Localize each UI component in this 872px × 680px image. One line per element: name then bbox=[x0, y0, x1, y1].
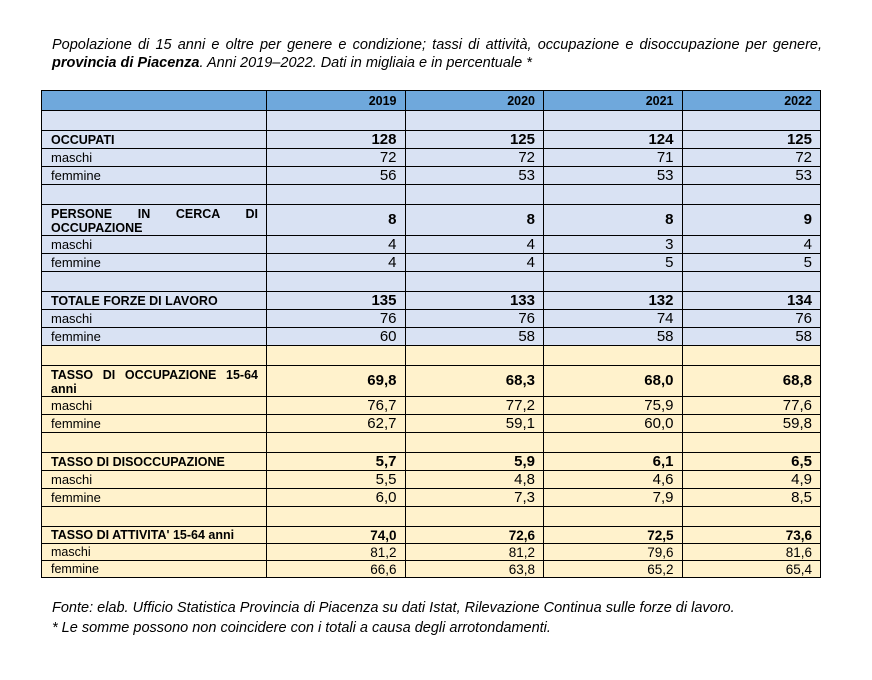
value-cell: 74,0 bbox=[267, 527, 406, 544]
sub-row-femmine bbox=[42, 254, 821, 272]
value-cell: 4,8 bbox=[405, 471, 544, 489]
spacer-cell bbox=[544, 507, 683, 527]
row-label: femmine bbox=[42, 489, 267, 507]
sub-row-femmine bbox=[42, 328, 821, 346]
spacer-row bbox=[42, 272, 821, 292]
spacer-cell bbox=[682, 433, 821, 453]
value-cell: 68,8 bbox=[682, 366, 821, 397]
section-total-row bbox=[42, 366, 821, 397]
row-label: maschi bbox=[42, 236, 267, 254]
value-cell: 66,6 bbox=[267, 561, 406, 578]
header-empty-cell bbox=[42, 91, 267, 111]
sub-row-femmine bbox=[42, 561, 821, 578]
value-cell: 133 bbox=[405, 292, 544, 310]
value-cell: 76,7 bbox=[267, 397, 406, 415]
spacer-cell bbox=[405, 346, 544, 366]
value-cell: 3 bbox=[544, 236, 683, 254]
value-cell: 8 bbox=[405, 205, 544, 236]
row-label: femmine bbox=[42, 415, 267, 433]
spacer-cell bbox=[42, 346, 267, 366]
year-header-2020: 2020 bbox=[405, 91, 544, 111]
value-cell: 65,4 bbox=[682, 561, 821, 578]
value-cell: 75,9 bbox=[544, 397, 683, 415]
value-cell: 72,6 bbox=[405, 527, 544, 544]
value-cell: 132 bbox=[544, 292, 683, 310]
spacer-cell bbox=[682, 111, 821, 131]
section-total-row bbox=[42, 131, 821, 149]
spacer-cell bbox=[405, 433, 544, 453]
spacer-cell bbox=[544, 433, 683, 453]
value-cell: 8,5 bbox=[682, 489, 821, 507]
value-cell: 81,2 bbox=[267, 544, 406, 561]
value-cell: 128 bbox=[267, 131, 406, 149]
spacer-cell bbox=[267, 185, 406, 205]
value-cell: 65,2 bbox=[544, 561, 683, 578]
spacer-row bbox=[42, 433, 821, 453]
value-cell: 5,5 bbox=[267, 471, 406, 489]
value-cell: 4 bbox=[405, 236, 544, 254]
value-cell: 71 bbox=[544, 149, 683, 167]
value-cell: 81,2 bbox=[405, 544, 544, 561]
spacer-cell bbox=[405, 185, 544, 205]
value-cell: 4,9 bbox=[682, 471, 821, 489]
value-cell: 76 bbox=[267, 310, 406, 328]
value-cell: 53 bbox=[682, 167, 821, 185]
value-cell: 56 bbox=[267, 167, 406, 185]
value-cell: 5 bbox=[544, 254, 683, 272]
table-footer bbox=[52, 598, 842, 638]
spacer-cell bbox=[267, 346, 406, 366]
sub-row-maschi bbox=[42, 310, 821, 328]
row-label: PERSONE IN CERCA DI OCCUPAZIONE bbox=[42, 205, 267, 236]
value-cell: 6,1 bbox=[544, 453, 683, 471]
spacer-cell bbox=[405, 111, 544, 131]
spacer-row bbox=[42, 507, 821, 527]
spacer-cell bbox=[682, 272, 821, 292]
spacer-cell bbox=[267, 507, 406, 527]
row-label: TASSO DI ATTIVITA' 15-64 anni bbox=[42, 527, 267, 544]
value-cell: 58 bbox=[544, 328, 683, 346]
value-cell: 59,1 bbox=[405, 415, 544, 433]
year-header-2022: 2022 bbox=[682, 91, 821, 111]
row-label: TASSO DI DISOCCUPAZIONE bbox=[42, 453, 267, 471]
spacer-cell bbox=[544, 185, 683, 205]
spacer-cell bbox=[42, 507, 267, 527]
row-label: maschi bbox=[42, 544, 267, 561]
spacer-cell bbox=[544, 272, 683, 292]
value-cell: 69,8 bbox=[267, 366, 406, 397]
value-cell: 4 bbox=[267, 236, 406, 254]
value-cell: 68,0 bbox=[544, 366, 683, 397]
row-label: OCCUPATI bbox=[42, 131, 267, 149]
spacer-cell bbox=[42, 272, 267, 292]
spacer-cell bbox=[405, 507, 544, 527]
value-cell: 77,2 bbox=[405, 397, 544, 415]
section-total-row bbox=[42, 453, 821, 471]
value-cell: 60,0 bbox=[544, 415, 683, 433]
value-cell: 73,6 bbox=[682, 527, 821, 544]
spacer-cell bbox=[267, 111, 406, 131]
value-cell: 60 bbox=[267, 328, 406, 346]
row-label: femmine bbox=[42, 561, 267, 578]
sub-row-maschi bbox=[42, 236, 821, 254]
sub-row-maschi bbox=[42, 397, 821, 415]
spacer-cell bbox=[42, 433, 267, 453]
value-cell: 124 bbox=[544, 131, 683, 149]
value-cell: 72 bbox=[682, 149, 821, 167]
section-total-row bbox=[42, 527, 821, 544]
spacer-row bbox=[42, 346, 821, 366]
value-cell: 5 bbox=[682, 254, 821, 272]
spacer-cell bbox=[544, 346, 683, 366]
row-label: femmine bbox=[42, 328, 267, 346]
sub-row-maschi bbox=[42, 149, 821, 167]
table-title bbox=[52, 36, 822, 72]
row-label: femmine bbox=[42, 167, 267, 185]
row-label: TOTALE FORZE DI LAVORO bbox=[42, 292, 267, 310]
sub-row-femmine bbox=[42, 415, 821, 433]
value-cell: 72,5 bbox=[544, 527, 683, 544]
value-cell: 72 bbox=[405, 149, 544, 167]
value-cell: 9 bbox=[682, 205, 821, 236]
spacer-cell bbox=[405, 272, 544, 292]
value-cell: 81,6 bbox=[682, 544, 821, 561]
labour-statistics-table bbox=[41, 90, 821, 578]
value-cell: 8 bbox=[267, 205, 406, 236]
spacer-cell bbox=[42, 185, 267, 205]
value-cell: 6,5 bbox=[682, 453, 821, 471]
value-cell: 59,8 bbox=[682, 415, 821, 433]
value-cell: 62,7 bbox=[267, 415, 406, 433]
sub-row-femmine bbox=[42, 167, 821, 185]
sub-row-maschi bbox=[42, 544, 821, 561]
row-label: TASSO DI OCCUPAZIONE 15-64 anni bbox=[42, 366, 267, 397]
sub-row-femmine bbox=[42, 489, 821, 507]
value-cell: 68,3 bbox=[405, 366, 544, 397]
value-cell: 4,6 bbox=[544, 471, 683, 489]
spacer-cell bbox=[682, 185, 821, 205]
value-cell: 63,8 bbox=[405, 561, 544, 578]
value-cell: 5,7 bbox=[267, 453, 406, 471]
value-cell: 5,9 bbox=[405, 453, 544, 471]
spacer-row bbox=[42, 111, 821, 131]
row-label: maschi bbox=[42, 310, 267, 328]
row-label: femmine bbox=[42, 254, 267, 272]
row-label: maschi bbox=[42, 149, 267, 167]
value-cell: 77,6 bbox=[682, 397, 821, 415]
value-cell: 79,6 bbox=[544, 544, 683, 561]
value-cell: 134 bbox=[682, 292, 821, 310]
title-text: Popolazione di 15 anni e oltre per genere e condizione; tassi di attività, occupazione e disoccupazione per genere, bbox=[52, 37, 822, 53]
value-cell: 4 bbox=[267, 254, 406, 272]
value-cell: 4 bbox=[405, 254, 544, 272]
value-cell: 7,3 bbox=[405, 489, 544, 507]
value-cell: 8 bbox=[544, 205, 683, 236]
value-cell: 53 bbox=[544, 167, 683, 185]
value-cell: 135 bbox=[267, 292, 406, 310]
value-cell: 58 bbox=[682, 328, 821, 346]
value-cell: 76 bbox=[405, 310, 544, 328]
spacer-cell bbox=[682, 507, 821, 527]
table-header-row bbox=[42, 91, 821, 111]
value-cell: 125 bbox=[682, 131, 821, 149]
value-cell: 76 bbox=[682, 310, 821, 328]
rounding-note: * Le somme possono non coincidere con i totali a causa degli arrotondamenti. bbox=[52, 620, 551, 636]
value-cell: 58 bbox=[405, 328, 544, 346]
spacer-cell bbox=[682, 346, 821, 366]
value-cell: 4 bbox=[682, 236, 821, 254]
spacer-cell bbox=[544, 111, 683, 131]
spacer-cell bbox=[42, 111, 267, 131]
value-cell: 125 bbox=[405, 131, 544, 149]
source-note: Fonte: elab. Ufficio Statistica Provincia di Piacenza su dati Istat, Rilevazione Continua sulle forze di lavoro. bbox=[52, 600, 735, 616]
row-label: maschi bbox=[42, 471, 267, 489]
spacer-cell bbox=[267, 272, 406, 292]
title-province: provincia di Piacenza bbox=[52, 55, 200, 71]
value-cell: 7,9 bbox=[544, 489, 683, 507]
section-total-row bbox=[42, 292, 821, 310]
spacer-cell bbox=[267, 433, 406, 453]
value-cell: 53 bbox=[405, 167, 544, 185]
sub-row-maschi bbox=[42, 471, 821, 489]
value-cell: 72 bbox=[267, 149, 406, 167]
value-cell: 6,0 bbox=[267, 489, 406, 507]
row-label: maschi bbox=[42, 397, 267, 415]
title-text-end: . Anni 2019–2022. Dati in migliaia e in percentuale * bbox=[199, 55, 532, 71]
year-header-2021: 2021 bbox=[544, 91, 683, 111]
year-header-2019: 2019 bbox=[267, 91, 406, 111]
spacer-row bbox=[42, 185, 821, 205]
value-cell: 74 bbox=[544, 310, 683, 328]
section-total-row bbox=[42, 205, 821, 236]
